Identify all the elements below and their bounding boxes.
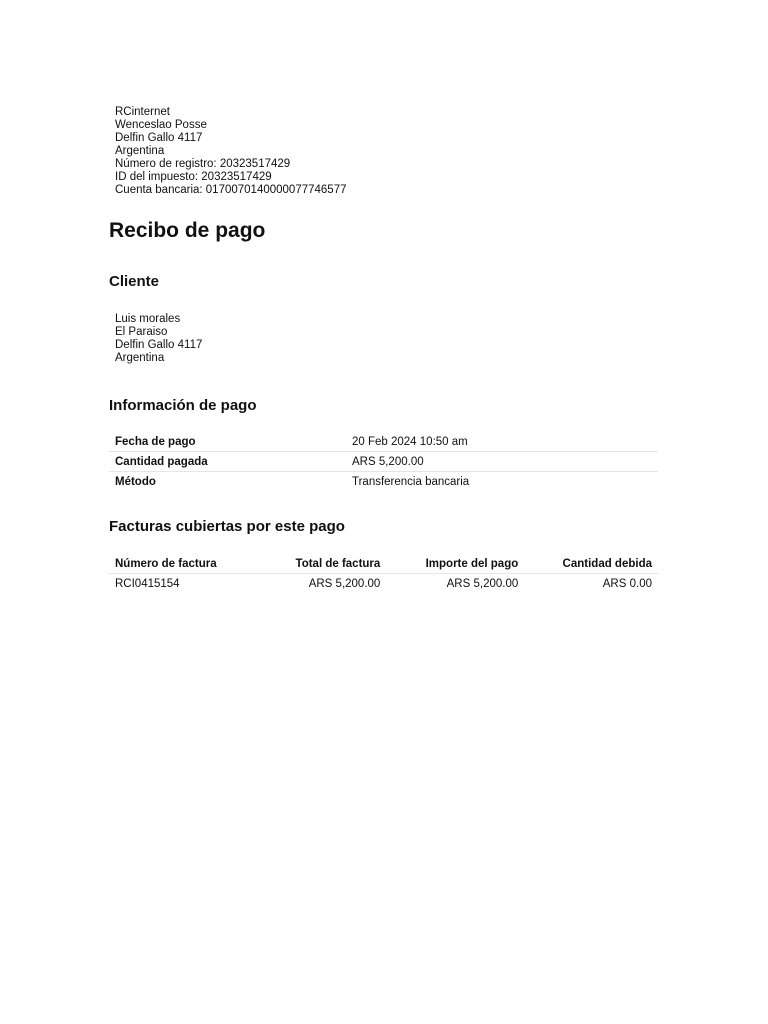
- client-name: Luis morales: [115, 313, 181, 325]
- invoice-total-cell: ARS 5,200.00: [308, 577, 381, 590]
- invoices-table: [109, 554, 658, 593]
- table-row: [109, 574, 658, 594]
- col-amount-due: Cantidad debida: [562, 557, 652, 570]
- table-row: [109, 432, 658, 452]
- client-country: Argentina: [115, 352, 165, 364]
- method-label: Método: [115, 475, 156, 488]
- table-row: [109, 472, 658, 492]
- col-invoice-total: Total de factura: [295, 557, 381, 570]
- payment-amount-cell: ARS 5,200.00: [446, 577, 519, 590]
- page-title: Recibo de pago: [109, 219, 266, 242]
- table-header-row: [109, 554, 658, 574]
- payment-info-heading: Información de pago: [109, 397, 257, 414]
- company-bank-account: Cuenta bancaria: 0170070140000077746577: [115, 184, 347, 196]
- amount-paid-label: Cantidad pagada: [115, 455, 208, 468]
- invoice-number-cell: RCI0415154: [115, 577, 180, 590]
- company-address: [115, 106, 347, 197]
- col-payment-amount: Importe del pago: [425, 557, 519, 570]
- company-country: Argentina: [115, 145, 165, 157]
- company-registration: Número de registro: 20323517429: [115, 158, 291, 170]
- table-row: [109, 452, 658, 472]
- company-street: Delfin Gallo 4117: [115, 132, 203, 144]
- client-heading: Cliente: [109, 273, 160, 290]
- client-company: El Paraiso: [115, 326, 168, 338]
- company-tax-id: ID del impuesto: 20323517429: [115, 171, 272, 183]
- payment-info-table: [109, 432, 658, 491]
- invoices-heading: Facturas cubiertas por este pago: [109, 518, 345, 535]
- company-name: RCinternet: [115, 106, 170, 118]
- col-invoice-number: Número de factura: [115, 557, 217, 570]
- payment-date-label: Fecha de pago: [115, 435, 196, 448]
- company-contact: Wenceslao Posse: [115, 119, 207, 131]
- method-value: Transferencia bancaria: [352, 475, 470, 488]
- amount-paid-value: ARS 5,200.00: [352, 455, 424, 468]
- client-street: Delfin Gallo 4117: [115, 339, 203, 351]
- client-address: [115, 313, 202, 365]
- payment-date-value: 20 Feb 2024 10:50 am: [352, 435, 468, 448]
- amount-due-cell: ARS 0.00: [602, 577, 652, 590]
